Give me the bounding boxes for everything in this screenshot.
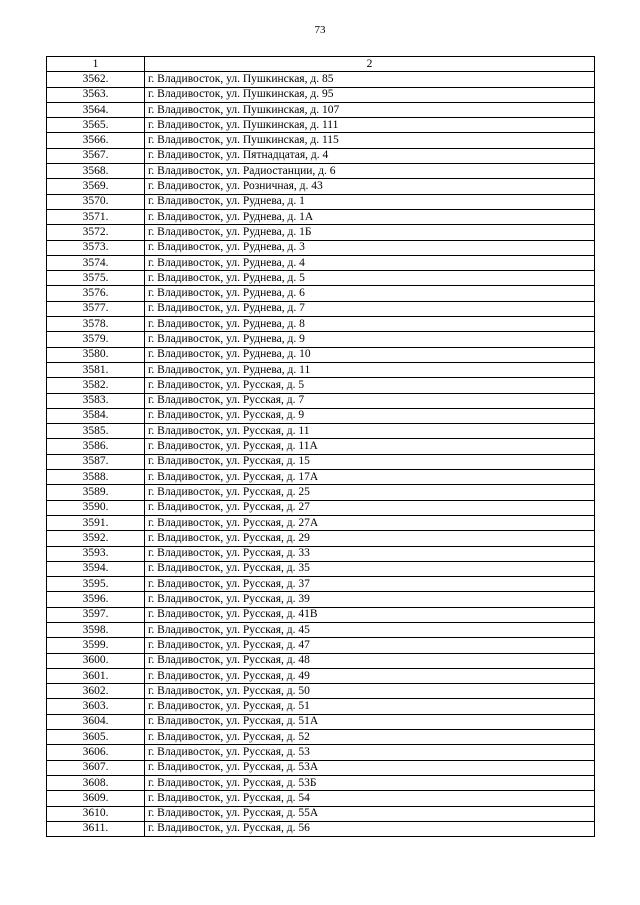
address-cell: г. Владивосток, ул. Русская, д. 39 [145, 592, 595, 607]
row-number-cell: 3594. [47, 561, 145, 576]
address-cell: г. Владивосток, ул. Русская, д. 27А [145, 515, 595, 530]
row-number-cell: 3599. [47, 638, 145, 653]
row-number-cell: 3580. [47, 347, 145, 362]
table-row [47, 760, 595, 775]
row-number-cell: 3564. [47, 102, 145, 117]
address-cell: г. Владивосток, ул. Русская, д. 48 [145, 653, 595, 668]
row-number-cell: 3579. [47, 332, 145, 347]
address-cell: г. Владивосток, ул. Руднева, д. 11 [145, 362, 595, 377]
address-cell: г. Владивосток, ул. Русская, д. 55А [145, 806, 595, 821]
table-row [47, 225, 595, 240]
row-number-cell: 3567. [47, 148, 145, 163]
table-row [47, 684, 595, 699]
table-row [47, 194, 595, 209]
table-row [47, 133, 595, 148]
row-number-cell: 3581. [47, 362, 145, 377]
row-number-cell: 3604. [47, 714, 145, 729]
address-cell: г. Владивосток, ул. Русская, д. 17А [145, 470, 595, 485]
row-number-cell: 3598. [47, 622, 145, 637]
address-cell: г. Владивосток, ул. Русская, д. 53 [145, 745, 595, 760]
row-number-cell: 3590. [47, 500, 145, 515]
table-row [47, 347, 595, 362]
table-row [47, 362, 595, 377]
row-number-cell: 3600. [47, 653, 145, 668]
row-number-cell: 3586. [47, 439, 145, 454]
table-row [47, 561, 595, 576]
row-number-cell: 3568. [47, 164, 145, 179]
table-row [47, 118, 595, 133]
address-cell: г. Владивосток, ул. Русская, д. 49 [145, 668, 595, 683]
address-cell: г. Владивосток, ул. Русская, д. 27 [145, 500, 595, 515]
table-row [47, 668, 595, 683]
table-row [47, 806, 595, 821]
table-header-row [47, 57, 595, 72]
address-cell: г. Владивосток, ул. Русская, д. 29 [145, 531, 595, 546]
address-cell: г. Владивосток, ул. Пушкинская, д. 107 [145, 102, 595, 117]
address-cell: г. Владивосток, ул. Русская, д. 54 [145, 791, 595, 806]
row-number-cell: 3584. [47, 408, 145, 423]
address-cell: г. Владивосток, ул. Руднева, д. 4 [145, 255, 595, 270]
address-cell: г. Владивосток, ул. Русская, д. 15 [145, 454, 595, 469]
address-cell: г. Владивосток, ул. Пушкинская, д. 115 [145, 133, 595, 148]
table-row [47, 821, 595, 836]
row-number-cell: 3595. [47, 577, 145, 592]
row-number-cell: 3609. [47, 791, 145, 806]
address-cell: г. Владивосток, ул. Русская, д. 11 [145, 424, 595, 439]
row-number-cell: 3589. [47, 485, 145, 500]
address-cell: г. Владивосток, ул. Русская, д. 41В [145, 607, 595, 622]
row-number-cell: 3569. [47, 179, 145, 194]
address-cell: г. Владивосток, ул. Руднева, д. 1Б [145, 225, 595, 240]
table-row [47, 653, 595, 668]
column-header-address: 2 [145, 57, 595, 72]
row-number-cell: 3585. [47, 424, 145, 439]
address-cell: г. Владивосток, ул. Руднева, д. 7 [145, 301, 595, 316]
address-cell: г. Владивосток, ул. Руднева, д. 1 [145, 194, 595, 209]
table-row [47, 714, 595, 729]
address-cell: г. Владивосток, ул. Пушкинская, д. 111 [145, 118, 595, 133]
address-cell: г. Владивосток, ул. Пятнадцатая, д. 4 [145, 148, 595, 163]
row-number-cell: 3563. [47, 87, 145, 102]
table-row [47, 408, 595, 423]
row-number-cell: 3573. [47, 240, 145, 255]
table-row [47, 317, 595, 332]
address-cell: г. Владивосток, ул. Руднева, д. 9 [145, 332, 595, 347]
table-row [47, 454, 595, 469]
row-number-cell: 3562. [47, 72, 145, 87]
row-number-cell: 3588. [47, 470, 145, 485]
address-cell: г. Владивосток, ул. Руднева, д. 3 [145, 240, 595, 255]
row-number-cell: 3592. [47, 531, 145, 546]
address-cell: г. Владивосток, ул. Русская, д. 56 [145, 821, 595, 836]
table-row [47, 332, 595, 347]
row-number-cell: 3576. [47, 286, 145, 301]
row-number-cell: 3608. [47, 775, 145, 790]
table-row [47, 102, 595, 117]
row-number-cell: 3578. [47, 317, 145, 332]
table-row [47, 592, 595, 607]
table-row [47, 378, 595, 393]
table-row [47, 607, 595, 622]
address-cell: г. Владивосток, ул. Русская, д. 51 [145, 699, 595, 714]
address-cell: г. Владивосток, ул. Радиостанции, д. 6 [145, 164, 595, 179]
table-row [47, 87, 595, 102]
table-row [47, 179, 595, 194]
row-number-cell: 3603. [47, 699, 145, 714]
table-row [47, 255, 595, 270]
row-number-cell: 3566. [47, 133, 145, 148]
table-row [47, 699, 595, 714]
table-row [47, 638, 595, 653]
table-row [47, 622, 595, 637]
table-row [47, 546, 595, 561]
table-row [47, 470, 595, 485]
table-row [47, 730, 595, 745]
address-cell: г. Владивосток, ул. Руднева, д. 10 [145, 347, 595, 362]
row-number-cell: 3577. [47, 301, 145, 316]
row-number-cell: 3575. [47, 271, 145, 286]
table-row [47, 240, 595, 255]
table-row [47, 577, 595, 592]
row-number-cell: 3583. [47, 393, 145, 408]
table-row [47, 439, 595, 454]
address-cell: г. Владивосток, ул. Русская, д. 25 [145, 485, 595, 500]
table-row [47, 209, 595, 224]
address-cell: г. Владивосток, ул. Русская, д. 33 [145, 546, 595, 561]
page-number: 73 [314, 24, 326, 36]
table-row [47, 500, 595, 515]
address-cell: г. Владивосток, ул. Розничная, д. 43 [145, 179, 595, 194]
row-number-cell: 3570. [47, 194, 145, 209]
address-cell: г. Владивосток, ул. Русская, д. 7 [145, 393, 595, 408]
row-number-cell: 3571. [47, 209, 145, 224]
row-number-cell: 3587. [47, 454, 145, 469]
row-number-cell: 3572. [47, 225, 145, 240]
row-number-cell: 3607. [47, 760, 145, 775]
address-cell: г. Владивосток, ул. Русская, д. 47 [145, 638, 595, 653]
table-row [47, 286, 595, 301]
table-row [47, 531, 595, 546]
row-number-cell: 3574. [47, 255, 145, 270]
address-cell: г. Владивосток, ул. Русская, д. 51А [145, 714, 595, 729]
row-number-cell: 3593. [47, 546, 145, 561]
row-number-cell: 3601. [47, 668, 145, 683]
row-number-cell: 3596. [47, 592, 145, 607]
row-number-cell: 3602. [47, 684, 145, 699]
table-row [47, 515, 595, 530]
address-cell: г. Владивосток, ул. Русская, д. 11А [145, 439, 595, 454]
table-row [47, 271, 595, 286]
address-cell: г. Владивосток, ул. Пушкинская, д. 95 [145, 87, 595, 102]
row-number-cell: 3605. [47, 730, 145, 745]
table-row [47, 424, 595, 439]
table-row [47, 485, 595, 500]
address-cell: г. Владивосток, ул. Русская, д. 45 [145, 622, 595, 637]
row-number-cell: 3565. [47, 118, 145, 133]
address-table [46, 56, 595, 837]
table-row [47, 72, 595, 87]
address-cell: г. Владивосток, ул. Русская, д. 50 [145, 684, 595, 699]
address-cell: г. Владивосток, ул. Русская, д. 9 [145, 408, 595, 423]
column-header-number: 1 [47, 57, 145, 72]
address-cell: г. Владивосток, ул. Руднева, д. 6 [145, 286, 595, 301]
row-number-cell: 3582. [47, 378, 145, 393]
table-row [47, 791, 595, 806]
address-cell: г. Владивосток, ул. Русская, д. 53А [145, 760, 595, 775]
table-row [47, 301, 595, 316]
row-number-cell: 3610. [47, 806, 145, 821]
row-number-cell: 3606. [47, 745, 145, 760]
address-cell: г. Владивосток, ул. Русская, д. 52 [145, 730, 595, 745]
table-row [47, 745, 595, 760]
address-cell: г. Владивосток, ул. Пушкинская, д. 85 [145, 72, 595, 87]
table-row [47, 148, 595, 163]
address-cell: г. Владивосток, ул. Русская, д. 35 [145, 561, 595, 576]
address-cell: г. Владивосток, ул. Руднева, д. 5 [145, 271, 595, 286]
row-number-cell: 3611. [47, 821, 145, 836]
table-row [47, 393, 595, 408]
address-cell: г. Владивосток, ул. Руднева, д. 8 [145, 317, 595, 332]
table-body [47, 72, 595, 837]
address-cell: г. Владивосток, ул. Руднева, д. 1А [145, 209, 595, 224]
row-number-cell: 3597. [47, 607, 145, 622]
table-row [47, 164, 595, 179]
address-cell: г. Владивосток, ул. Русская, д. 37 [145, 577, 595, 592]
table-row [47, 775, 595, 790]
row-number-cell: 3591. [47, 515, 145, 530]
address-cell: г. Владивосток, ул. Русская, д. 5 [145, 378, 595, 393]
address-cell: г. Владивосток, ул. Русская, д. 53Б [145, 775, 595, 790]
